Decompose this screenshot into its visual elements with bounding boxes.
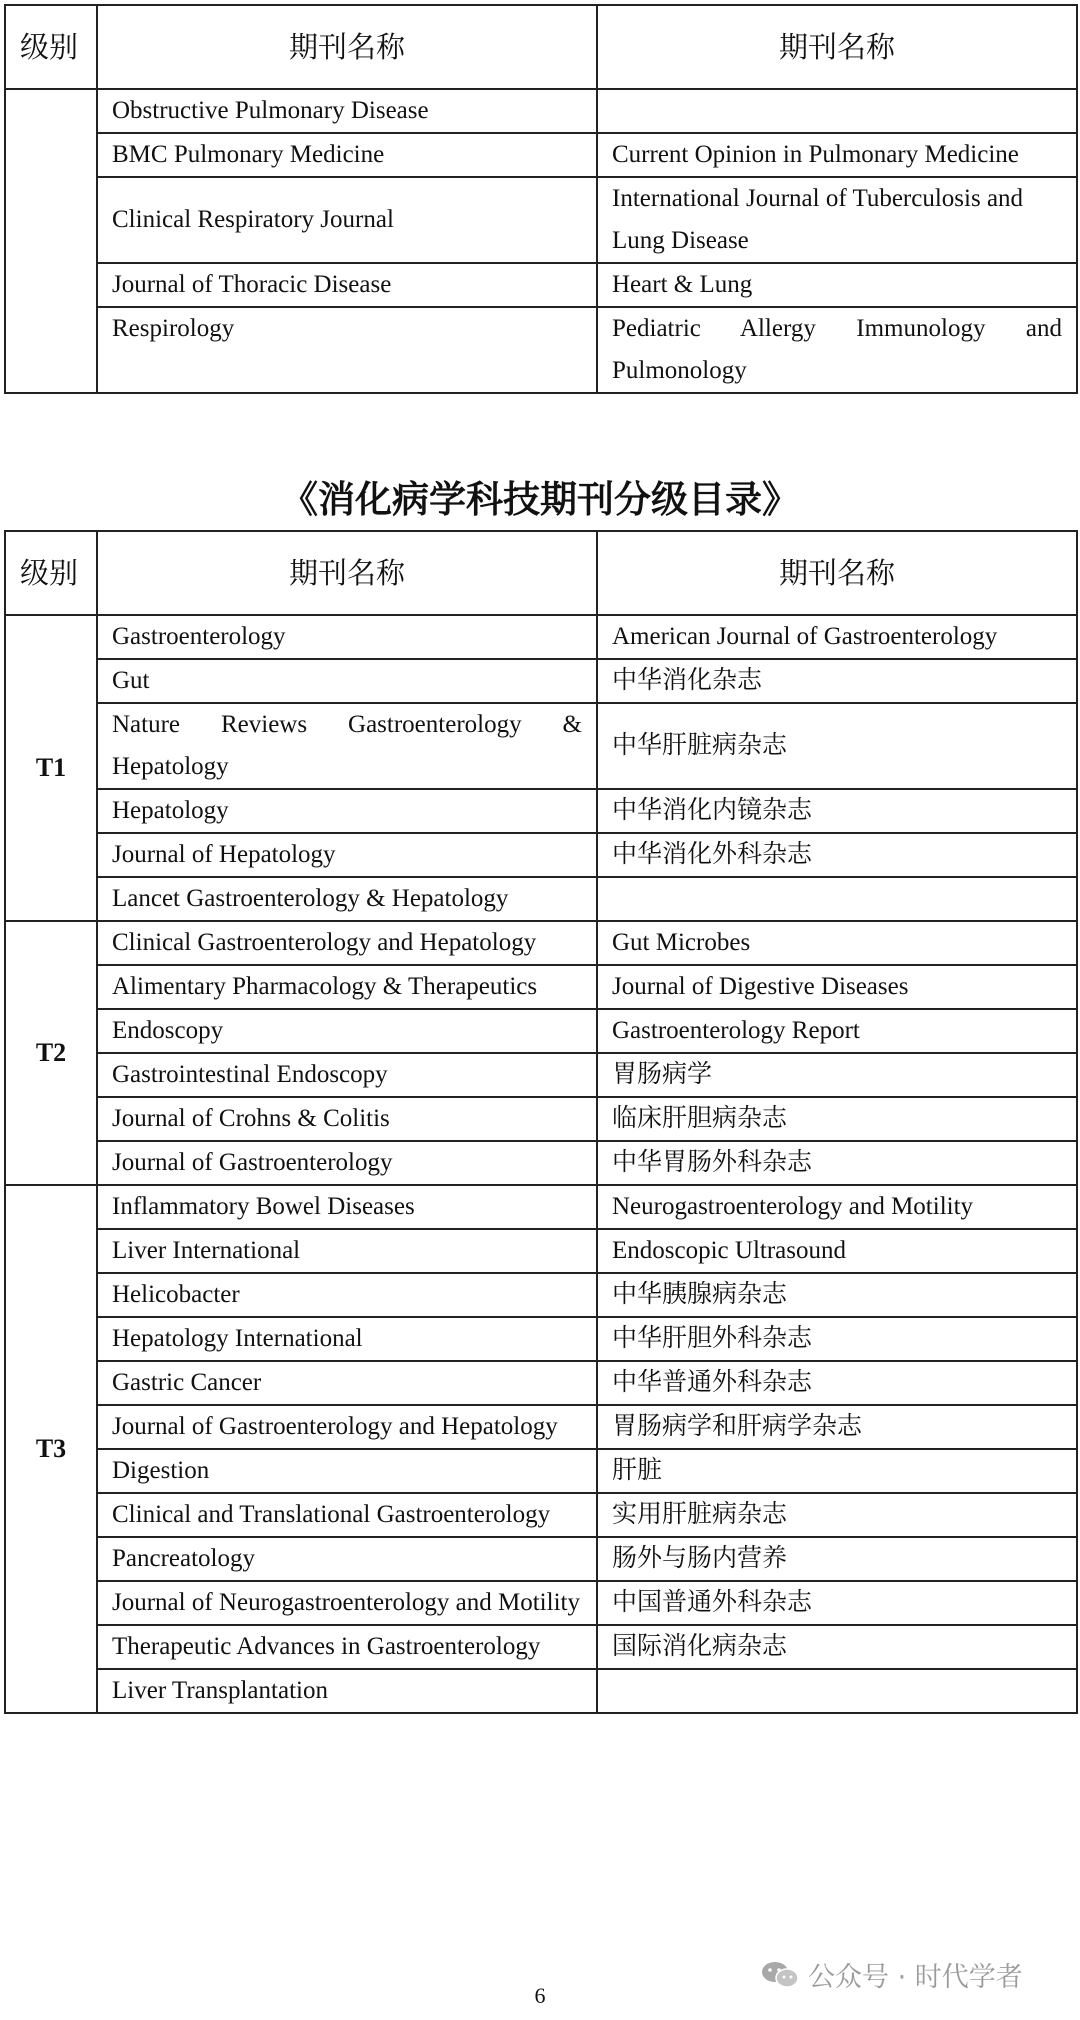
journal-cell: 中华胃肠外科杂志 [597,1141,1077,1185]
table-row [5,177,1077,263]
table-row [5,659,1077,703]
journal-cell: 中华消化杂志 [597,659,1077,703]
journal-cell: Hepatology [97,789,597,833]
journal-cell: Pediatric Allergy Immunology and Pulmonology [597,307,1077,393]
table-row [5,1669,1077,1713]
journal-cell [597,877,1077,921]
journal-cell: Neurogastroenterology and Motility [597,1185,1077,1229]
level-cell: T2 [5,921,97,1185]
journal-cell: Clinical Respiratory Journal [97,177,597,263]
table-row [5,921,1077,965]
table-row [5,615,1077,659]
journal-cell: Journal of Neurogastroenterology and Motility [97,1581,597,1625]
table-row [5,1141,1077,1185]
journal-cell: Endoscopic Ultrasound [597,1229,1077,1273]
journal-cell: 国际消化病杂志 [597,1625,1077,1669]
journal-cell: 中华肝胆外科杂志 [597,1317,1077,1361]
journal-cell: American Journal of Gastroenterology [597,615,1077,659]
journal-cell: 中华胰腺病杂志 [597,1273,1077,1317]
journal-cell: 中华消化外科杂志 [597,833,1077,877]
table-row [5,833,1077,877]
journal-cell: Current Opinion in Pulmonary Medicine [597,133,1077,177]
table-row [5,1317,1077,1361]
journal-cell: 肠外与肠内营养 [597,1537,1077,1581]
table-row [5,1625,1077,1669]
journal-cell: Respirology [97,307,597,393]
journal-cell: Clinical and Translational Gastroenterology [97,1493,597,1537]
table-row [5,1405,1077,1449]
journal-cell: 肝脏 [597,1449,1077,1493]
journal-cell: Liver Transplantation [97,1669,597,1713]
level-cell: T1 [5,615,97,921]
table-row [5,263,1077,307]
journal-cell: Clinical Gastroenterology and Hepatology [97,921,597,965]
journal-cell: 中华肝脏病杂志 [597,703,1077,789]
level-header: 级别 [5,5,97,89]
table-row [5,965,1077,1009]
journal-cell: Journal of Gastroenterology and Hepatology [97,1405,597,1449]
journal-cell [597,89,1077,133]
journal-cell: Heart & Lung [597,263,1077,307]
table-row [5,789,1077,833]
journal-cell: Gastrointestinal Endoscopy [97,1053,597,1097]
table-row [5,1273,1077,1317]
journal-cell: Journal of Crohns & Colitis [97,1097,597,1141]
watermark-text: 公众号 · 时代学者 [808,1962,1023,1993]
journal-cell: International Journal of Tuberculosis and Lung Disease [597,177,1077,263]
journal-cell: 中华普通外科杂志 [597,1361,1077,1405]
table-row [5,1009,1077,1053]
journal-cell: Endoscopy [97,1009,597,1053]
journal-cell: Journal of Gastroenterology [97,1141,597,1185]
level-cell: T3 [5,1185,97,1713]
journal-cell: Gut [97,659,597,703]
table-row [5,1537,1077,1581]
journal-cell: 实用肝脏病杂志 [597,1493,1077,1537]
table-row [5,877,1077,921]
table-row [5,1361,1077,1405]
journal-cell: 中国普通外科杂志 [597,1581,1077,1625]
table-row [5,703,1077,789]
journal-cell: Digestion [97,1449,597,1493]
journal-cell: Pancreatology [97,1537,597,1581]
journal-cell: 中华消化内镜杂志 [597,789,1077,833]
table-header-row [5,5,1077,89]
journal-cell: 胃肠病学和肝病学杂志 [597,1405,1077,1449]
table-row [5,133,1077,177]
journal-cell: Gut Microbes [597,921,1077,965]
table-row [5,89,1077,133]
journal-cell: Journal of Hepatology [97,833,597,877]
journal-cell: Liver International [97,1229,597,1273]
journal-cell: Gastroenterology Report [597,1009,1077,1053]
journal-cell: BMC Pulmonary Medicine [97,133,597,177]
table-body [5,615,1077,1713]
journal-cell: Nature Reviews Gastroenterology & Hepatology [97,703,597,789]
page-number: 6 [534,1983,546,2008]
table-row [5,1053,1077,1097]
journal-cell: Hepatology International [97,1317,597,1361]
level-cell-empty [5,89,97,393]
journal-cell: Gastroenterology [97,615,597,659]
table-row [5,1581,1077,1625]
gastroenterology-journal-table [4,530,1078,1714]
table-row [5,1229,1077,1273]
journal-cell: Journal of Thoracic Disease [97,263,597,307]
table-row [5,1493,1077,1537]
journal-cell [597,1669,1077,1713]
table-header-row [5,531,1077,615]
journal-cell: Inflammatory Bowel Diseases [97,1185,597,1229]
pulmonary-journal-table [4,4,1078,394]
catalog-heading: 《消化病学科技期刊分级目录》 [281,478,799,521]
journal-name-header: 期刊名称 [97,531,597,615]
journal-cell: Therapeutic Advances in Gastroenterology [97,1625,597,1669]
journal-cell: 临床肝胆病杂志 [597,1097,1077,1141]
journal-cell: Journal of Digestive Diseases [597,965,1077,1009]
journal-cell: 胃肠病学 [597,1053,1077,1097]
journal-name-header: 期刊名称 [97,5,597,89]
table-row [5,1097,1077,1141]
journal-cell: Lancet Gastroenterology & Hepatology [97,877,597,921]
journal-cell: Alimentary Pharmacology & Therapeutics [97,965,597,1009]
journal-cell: Helicobacter [97,1273,597,1317]
journal-cell: Gastric Cancer [97,1361,597,1405]
journal-name-header: 期刊名称 [597,5,1077,89]
journal-name-header: 期刊名称 [597,531,1077,615]
table-row [5,307,1077,393]
table-row [5,1449,1077,1493]
level-header: 级别 [5,531,97,615]
table-row [5,1185,1077,1229]
journal-cell: Obstructive Pulmonary Disease [97,89,597,133]
